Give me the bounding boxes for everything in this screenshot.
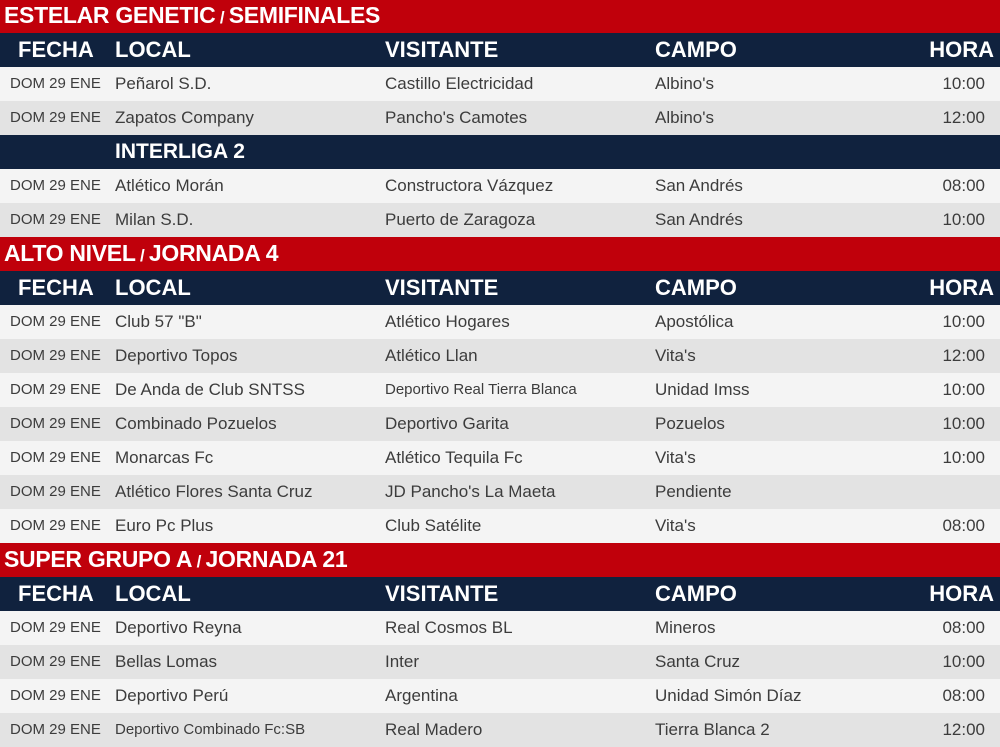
match-hora: 10:00 xyxy=(942,312,985,331)
match-campo: Albino's xyxy=(655,74,715,93)
match-local: Euro Pc Plus xyxy=(115,516,214,535)
match-visitante: Real Madero xyxy=(385,720,483,739)
match-fecha: DOM 29 ENE xyxy=(10,381,101,398)
match-hora: 12:00 xyxy=(942,108,985,127)
match-local: Deportivo Topos xyxy=(115,346,238,365)
match-local: Milan S.D. xyxy=(115,210,194,229)
match-campo: Unidad Simón Díaz xyxy=(655,686,802,705)
match-visitante: Castillo Electricidad xyxy=(385,74,534,93)
column-header-local: LOCAL xyxy=(115,581,191,606)
match-fecha: DOM 29 ENE xyxy=(10,619,101,636)
match-hora: 10:00 xyxy=(942,380,985,399)
section-title-text: ALTO NIVEL xyxy=(4,240,136,266)
match-row xyxy=(0,407,1000,441)
section-subtitle-text: JORNADA 21 xyxy=(205,546,348,572)
match-row xyxy=(0,67,1000,101)
column-header-visitante: VISITANTE xyxy=(385,581,499,606)
match-visitante: Puerto de Zaragoza xyxy=(385,210,536,229)
group-label: INTERLIGA 2 xyxy=(115,140,245,163)
match-local: Peñarol S.D. xyxy=(115,74,212,93)
match-hora: 12:00 xyxy=(942,346,985,365)
column-header-campo: CAMPO xyxy=(655,37,737,62)
match-visitante: Constructora Vázquez xyxy=(385,176,554,195)
section-title-text: SUPER GRUPO A xyxy=(4,546,193,572)
match-campo: Santa Cruz xyxy=(655,652,741,671)
column-header-local: LOCAL xyxy=(115,275,191,300)
match-visitante: Atlético Hogares xyxy=(385,312,510,331)
column-header-campo: CAMPO xyxy=(655,275,737,300)
match-campo: Pozuelos xyxy=(655,414,725,433)
match-row xyxy=(0,645,1000,679)
match-local: Deportivo Reyna xyxy=(115,618,242,637)
match-visitante: Deportivo Garita xyxy=(385,414,509,433)
column-header-fecha: FECHA xyxy=(18,275,94,300)
match-campo: Mineros xyxy=(655,618,716,637)
column-header-row xyxy=(0,33,1000,67)
column-header-visitante: VISITANTE xyxy=(385,275,499,300)
match-campo: Apostólica xyxy=(655,312,734,331)
match-visitante: Inter xyxy=(385,652,420,671)
match-local: Atlético Flores Santa Cruz xyxy=(115,482,313,501)
column-header-fecha: FECHA xyxy=(18,581,94,606)
match-visitante: Club Satélite xyxy=(385,516,482,535)
match-visitante: Pancho's Camotes xyxy=(385,108,528,127)
match-fecha: DOM 29 ENE xyxy=(10,653,101,670)
match-fecha: DOM 29 ENE xyxy=(10,211,101,228)
match-local: Deportivo Combinado Fc:SB xyxy=(115,721,306,738)
match-visitante: Deportivo Real Tierra Blanca xyxy=(385,381,577,398)
section-title xyxy=(0,237,1000,271)
section-title-text: ESTELAR GENETIC xyxy=(4,2,216,28)
match-row xyxy=(0,203,1000,237)
match-fecha: DOM 29 ENE xyxy=(10,347,101,364)
match-campo: Pendiente xyxy=(655,482,732,501)
match-campo: Vita's xyxy=(655,516,696,535)
match-campo: Vita's xyxy=(655,448,696,467)
match-local: Combinado Pozuelos xyxy=(115,414,277,433)
match-visitante: Atlético Tequila Fc xyxy=(385,448,523,467)
match-visitante: Argentina xyxy=(385,686,458,705)
match-fecha: DOM 29 ENE xyxy=(10,177,101,194)
match-fecha: DOM 29 ENE xyxy=(10,721,101,738)
match-local: Bellas Lomas xyxy=(115,652,218,671)
match-campo: Vita's xyxy=(655,346,696,365)
match-hora: 08:00 xyxy=(942,516,985,535)
match-visitante: Atlético Llan xyxy=(385,346,478,365)
section-title-separator: / xyxy=(135,246,149,265)
match-row xyxy=(0,373,1000,407)
match-visitante: Real Cosmos BL xyxy=(385,618,513,637)
match-hora: 10:00 xyxy=(942,448,985,467)
match-campo: Unidad Imss xyxy=(655,380,750,399)
match-row xyxy=(0,169,1000,203)
column-header-visitante: VISITANTE xyxy=(385,37,499,62)
match-row xyxy=(0,305,1000,339)
match-campo: San Andrés xyxy=(655,210,743,229)
match-fecha: DOM 29 ENE xyxy=(10,483,101,500)
match-fecha: DOM 29 ENE xyxy=(10,313,101,330)
match-hora: 10:00 xyxy=(942,74,985,93)
match-local: Zapatos Company xyxy=(115,108,254,127)
match-row xyxy=(0,441,1000,475)
column-header-local: LOCAL xyxy=(115,37,191,62)
group-header-row xyxy=(0,135,1000,169)
match-hora: 12:00 xyxy=(942,720,985,739)
match-hora: 08:00 xyxy=(942,618,985,637)
section-subtitle-text: SEMIFINALES xyxy=(228,2,381,28)
match-row xyxy=(0,713,1000,747)
match-fecha: DOM 29 ENE xyxy=(10,449,101,466)
column-header-hora: HORA xyxy=(929,275,994,300)
match-visitante: JD Pancho's La Maeta xyxy=(385,482,556,501)
match-hora: 08:00 xyxy=(942,686,985,705)
match-local: Deportivo Perú xyxy=(115,686,229,705)
column-header-hora: HORA xyxy=(929,581,994,606)
section-title xyxy=(0,0,1000,33)
match-hora: 10:00 xyxy=(942,414,985,433)
match-campo: San Andrés xyxy=(655,176,743,195)
match-row xyxy=(0,679,1000,713)
column-header-fecha: FECHA xyxy=(18,37,94,62)
match-local: Monarcas Fc xyxy=(115,448,214,467)
match-local: De Anda de Club SNTSS xyxy=(115,380,305,399)
match-local: Club 57 "B" xyxy=(115,312,202,331)
match-hora: 08:00 xyxy=(942,176,985,195)
match-row xyxy=(0,339,1000,373)
match-row xyxy=(0,101,1000,135)
section-title-separator: / xyxy=(192,552,206,571)
match-fecha: DOM 29 ENE xyxy=(10,75,101,92)
match-fecha: DOM 29 ENE xyxy=(10,687,101,704)
section-title xyxy=(0,543,1000,577)
column-header-row xyxy=(0,271,1000,305)
column-header-row xyxy=(0,577,1000,611)
match-row xyxy=(0,611,1000,645)
match-local: Atlético Morán xyxy=(115,176,224,195)
match-fecha: DOM 29 ENE xyxy=(10,517,101,534)
match-row xyxy=(0,475,1000,509)
match-campo: Tierra Blanca 2 xyxy=(655,720,770,739)
section-title-separator: / xyxy=(215,8,229,27)
match-hora: 10:00 xyxy=(942,652,985,671)
match-campo: Albino's xyxy=(655,108,715,127)
section-subtitle-text: JORNADA 4 xyxy=(148,240,279,266)
match-fecha: DOM 29 ENE xyxy=(10,415,101,432)
match-row xyxy=(0,509,1000,543)
column-header-campo: CAMPO xyxy=(655,581,737,606)
match-fecha: DOM 29 ENE xyxy=(10,109,101,126)
column-header-hora: HORA xyxy=(929,37,994,62)
match-hora: 10:00 xyxy=(942,210,985,229)
